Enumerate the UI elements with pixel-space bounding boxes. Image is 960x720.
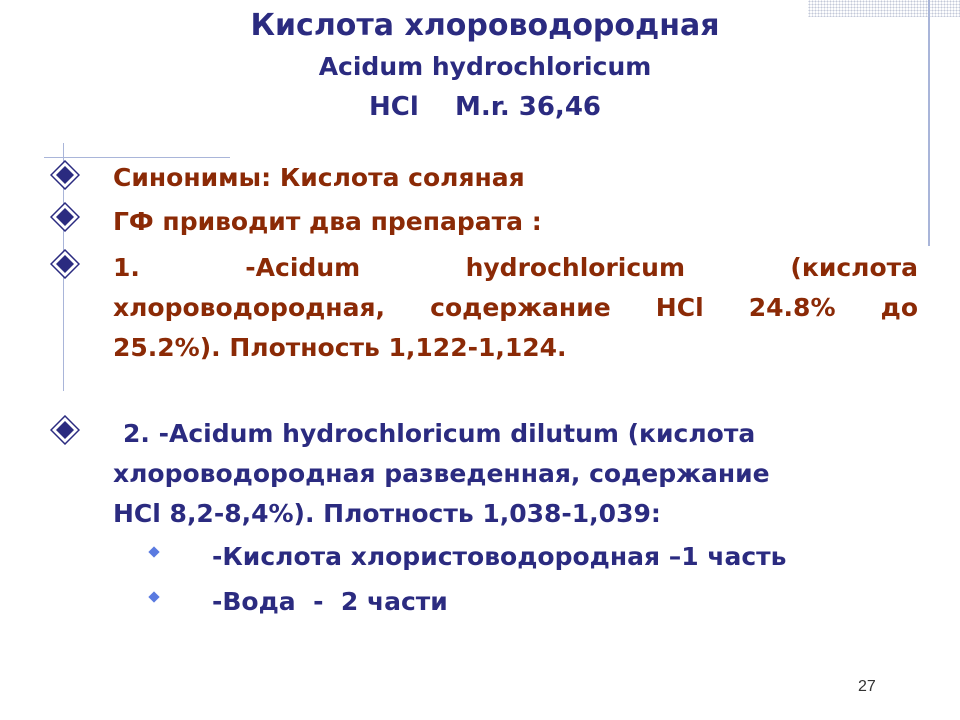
diamond-bullet-icon [50,202,80,232]
diamond-bullet-icon [50,415,80,445]
diamond-bullet-icon [50,249,80,279]
preparation-1-line-2: хлороводородная, содержание HCl 24.8% до [113,293,918,322]
subbullet-acid-part: -Кислота хлористоводородная –1 часть [212,542,787,571]
subbullet-water-parts: -Вода - 2 части [212,587,448,616]
slide-formula-line: HCl M.r. 36,46 [369,92,601,122]
bullet-gf-preparations: ГФ приводит два препарата : [113,207,542,236]
preparation-1-line-1: 1. -Acidum hydrochloricum (кислота [113,253,918,282]
slide-subtitle-latin: Acidum hydrochloricum [318,52,652,81]
small-diamond-icon [148,591,159,602]
small-diamond-icon [148,546,159,557]
preparation-2-line-2: хлороводородная разведенная, содержание [113,459,770,488]
bullet-preparation-2 [113,414,770,534]
preparation-2-line-3: HCl 8,2-8,4%). Плотность 1,038-1,039: [113,499,661,528]
preparation-1-line-3: 25.2%). Плотность 1,122-1,124. [113,333,567,362]
diamond-bullet-icon [50,160,80,190]
bullet-synonyms: Синонимы: Кислота соляная [113,163,525,192]
slide-title: Кислота хлороводородная [250,8,720,43]
preparation-2-line-1: 2. -Acidum hydrochloricum dilutum (кислота [123,419,756,448]
bullet-preparation-1 [113,248,918,368]
page-number: 27 [858,678,876,695]
